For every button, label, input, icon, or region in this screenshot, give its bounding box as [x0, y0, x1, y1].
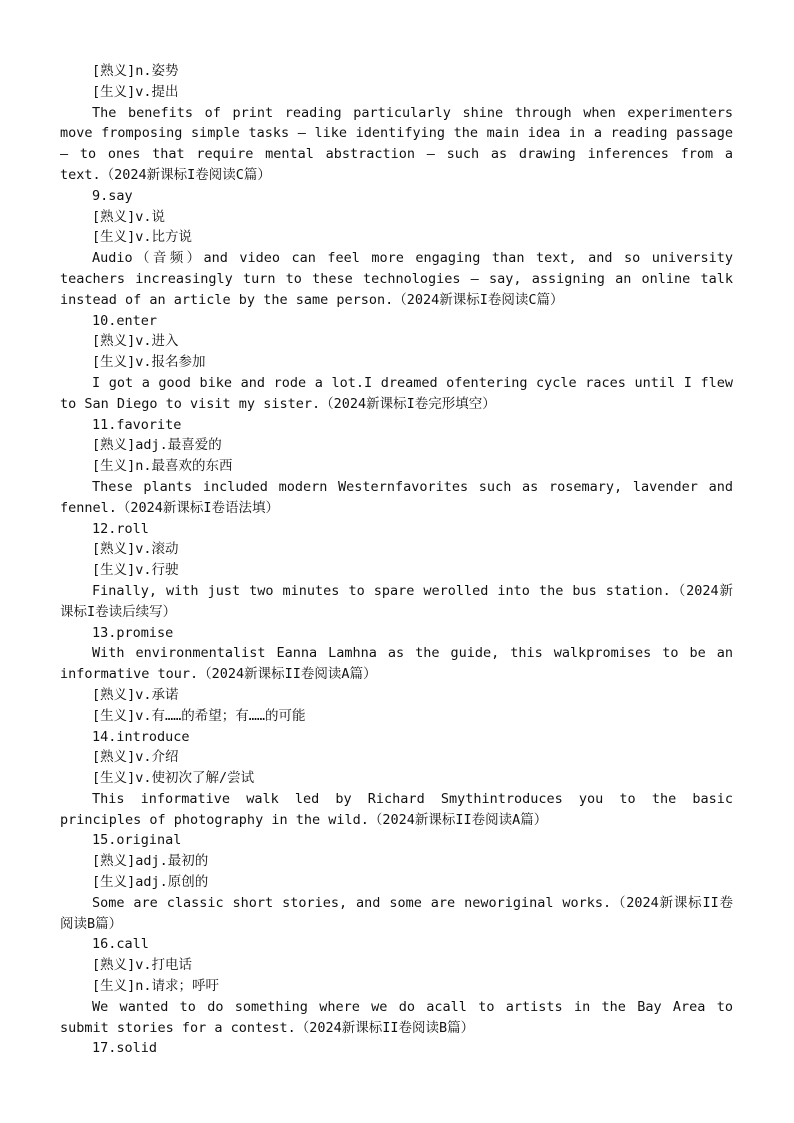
word-heading: 16.call: [92, 936, 149, 953]
sense-familiar-label: [熟义]v.进入: [92, 333, 179, 350]
word-heading: 11.favorite: [92, 416, 182, 433]
sense-familiar-label: [熟义]v.打电话: [92, 957, 193, 974]
sense-familiar-label: [熟义]v.滚动: [92, 541, 179, 558]
document-body: [60, 61, 733, 1059]
example-paragraph: This informative walk led by Richard Smythintroduces you to the basic principles of photography in the wild.（2024新课标II卷阅读A篇）: [60, 790, 733, 828]
sense-new-label: [生义]v.使初次了解/尝试: [92, 770, 255, 787]
sense-familiar-label: [熟义]v.介绍: [92, 749, 179, 766]
word-heading: 17.solid: [92, 1040, 158, 1057]
sense-new-label: [生义]v.有……的希望；有……的可能: [92, 707, 306, 724]
word-heading: 10.enter: [92, 312, 158, 329]
example-paragraph: These plants included modern Westernfavorites such as rosemary, lavender and fennel.（2024新课标I卷语法填）: [60, 478, 733, 516]
sense-familiar-label: [熟义]adj.最喜爱的: [92, 437, 222, 454]
sense-familiar-label: [熟义]v.说: [92, 208, 166, 225]
example-paragraph: I got a good bike and rode a lot.I dreamed ofentering cycle races until I flew to San Diego to visit my sister.（2024新课标I卷完形填空）: [60, 374, 733, 412]
word-heading: 9.say: [92, 187, 133, 204]
example-paragraph: With environmentalist Eanna Lamhna as the guide, this walkpromises to be an informative tour.（2024新课标II卷阅读A篇）: [60, 645, 733, 683]
example-paragraph: Finally, with just two minutes to spare werolled into the bus station.（2024新课标I卷读后续写）: [60, 582, 733, 620]
sense-new-label: [生义]v.行驶: [92, 562, 179, 579]
sense-familiar-label: [熟义]adj.最初的: [92, 853, 209, 870]
sense-new-label: [生义]n.最喜欢的东西: [92, 458, 233, 475]
sense-familiar-label: [熟义]v.承诺: [92, 686, 179, 703]
sense-new-label: [生义]v.提出: [92, 83, 179, 100]
example-paragraph: We wanted to do something where we do acall to artists in the Bay Area to submit stories for a contest.（2024新课标II卷阅读B篇）: [60, 998, 733, 1036]
word-heading: 13.promise: [92, 624, 174, 641]
sense-new-label: [生义]adj.原创的: [92, 874, 209, 891]
sense-new-label: [生义]n.请求；呼吁: [92, 978, 220, 995]
example-paragraph: Some are classic short stories, and some are neworiginal works.（2024新课标II卷阅读B篇）: [60, 894, 733, 932]
word-heading: 14.introduce: [92, 728, 190, 745]
sense-new-label: [生义]v.比方说: [92, 229, 193, 246]
example-paragraph: The benefits of print reading particularly shine through when experimenters move fromposing simple tasks — like identifying the main idea in a reading passage — to ones that require mental abstraction — such as drawing inferences from a text.（2024新课标I卷阅读C篇）: [60, 104, 733, 183]
sense-new-label: [生义]v.报名参加: [92, 354, 206, 371]
word-heading: 15.original: [92, 832, 182, 849]
example-paragraph: Audio（音频）and video can feel more engaging than text, and so university teachers increasingly turn to these technologies — say, assigning an online talk instead of an article by the same person.（2024新课标I卷阅读C篇）: [60, 250, 733, 308]
sense-familiar-label: [熟义]n.姿势: [92, 63, 179, 79]
word-heading: 12.roll: [92, 520, 149, 537]
